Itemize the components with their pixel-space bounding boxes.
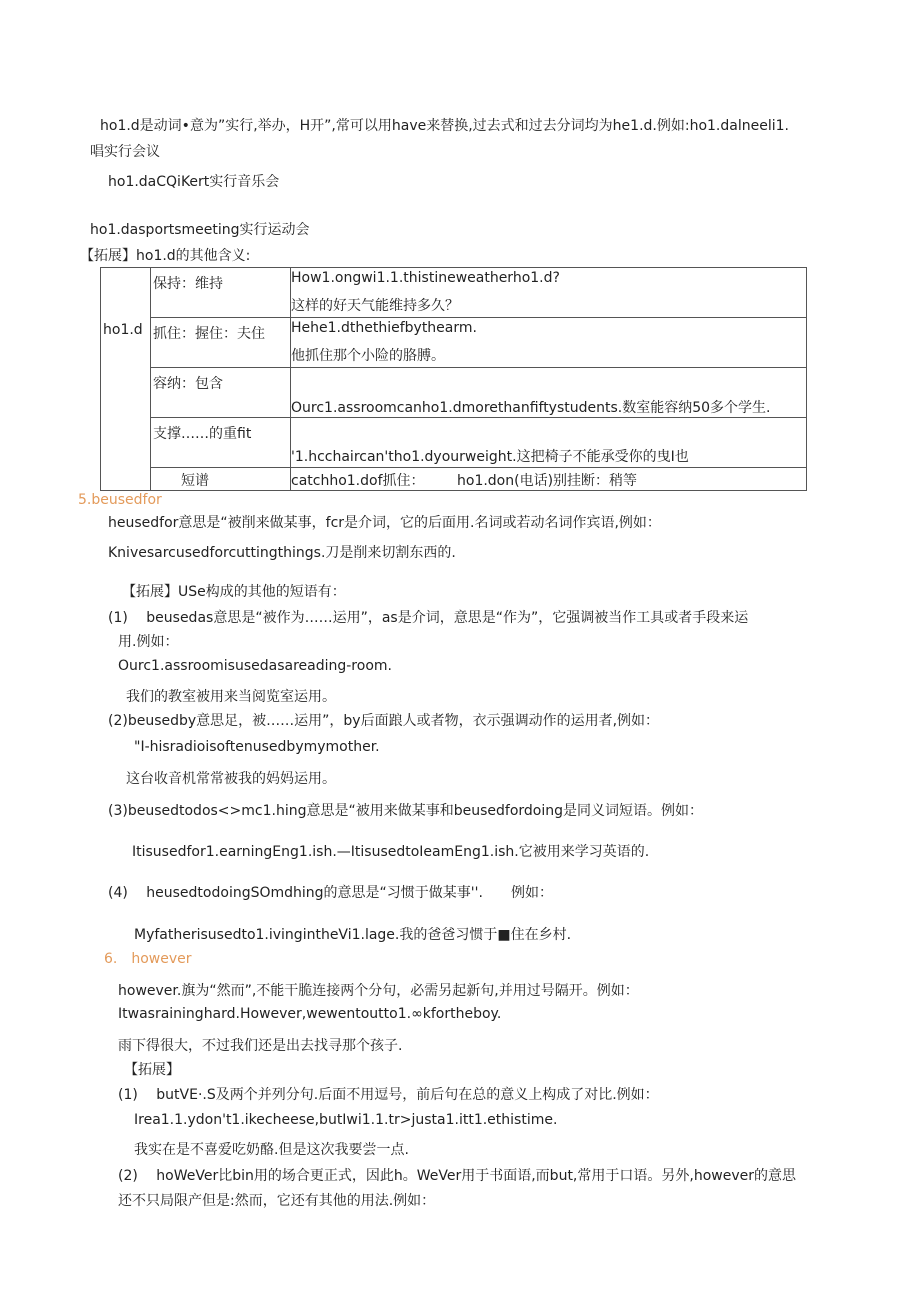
be-used-to-do-definition: (3)beusedtodos<>mc1.hing意思是“被用来做某事和beusedfordoing是同义词短语。例如： [108, 803, 703, 819]
table-row-phrases [291, 467, 807, 490]
example-chinese: 这样的好天气能维持多久？ [291, 298, 459, 314]
example-english: Hehe1.dthethiefbythearm. [291, 319, 477, 336]
paragraph-hold-definition-line1: ho1.d是动词•意为”实行,举办，H开”,常可以用have来替换,过去式和过去分词均为he1.d.例如:ho1.dalneeli1. [100, 118, 789, 134]
table-row-meaning: 保持：维持 [151, 268, 291, 318]
example-concert: ho1.daCQiKert实行音乐会 [108, 174, 280, 190]
phrase-catch-hold: catchho1.dof抓住： [291, 472, 425, 489]
example-chinese: 他抓住那个小险的胳膊。 [291, 347, 445, 364]
be-used-as-line1: (1) beusedas意思是“被作为……运用”，as是介词，意思是“作为”，它强调被当作工具或者手段来运 [108, 610, 749, 626]
be-used-to-do-example: Itisusedfor1.earningEng1.ish.—ItisusedtoIeamEng1.ish.它被用来学习英语的. [132, 844, 650, 860]
example-sports-meeting: ho1.dasportsmeeting实行运动会 [90, 222, 310, 238]
table-head-word: ho1.d [103, 322, 143, 338]
section-title-however: 6. however [104, 951, 192, 967]
be-used-as-translation: 我们的教室被用来当阅览室运用。 [126, 689, 336, 705]
table-row-example [291, 367, 807, 417]
be-used-for-example: Knivesarcusedforcuttingthings.刀是削来切割东西的. [108, 545, 456, 561]
be-used-for-definition: heusedfor意思是“被削来做某事，fcr是介词，它的后面用.名词或若动名词作宾语,例如： [108, 515, 661, 531]
but-translation: 我实在是不喜爱吃奶酪.但是这次我要尝一点. [134, 1142, 409, 1158]
example-chinese: '1.hcchaircan'tho1.dyourweight.这把椅子不能承受你的曳I也 [291, 448, 689, 465]
table-row-meaning: 容纳：包含 [151, 367, 291, 417]
be-used-as-line2: 用.例如： [118, 634, 179, 650]
table-row-meaning: 支撑……的重fit [151, 417, 291, 467]
be-used-by-definition: (2)beusedby意思足，被……运用”，by后面踉人或者物，衣示强调动作的运用者,例如： [108, 713, 660, 729]
however-vs-but-line1: (2) hoWeVer比bin用的场合更正式，因此h。WeVer用于书面语,而but,常用于口语。另外,however的意思 [118, 1168, 796, 1184]
table-row-meaning: 抓住：握住：夫住 [151, 317, 291, 367]
however-translation: 雨下得很大，不过我们还是出去找寻那个孩子. [118, 1038, 403, 1054]
example-english: How1.ongwi1.1.thistineweatherho1.d? [291, 270, 560, 286]
hold-meanings-table [100, 267, 807, 491]
be-used-to-doing-definition: (4) heusedtodoingSOmdhing的意思是“习惯于做某事''. 例如： [108, 885, 553, 901]
table-row-example [291, 268, 807, 318]
however-example: Itwasraininghard.However,wewentoutto1.∞kfortheboy. [118, 1006, 502, 1022]
extension-heading-hold: 【拓展】ho1.d的其他含义: [80, 248, 251, 264]
be-used-as-example: Ourc1.assroomisusedasareading-room. [118, 658, 392, 674]
paragraph-hold-definition-line2: 唱实行会议 [90, 144, 160, 160]
table-head-cell [101, 268, 151, 491]
be-used-by-translation: 这台收音机常常被我的妈妈运用。 [126, 771, 336, 787]
use-phrases-heading: 【拓展】USe构成的其他的短语有： [122, 584, 346, 600]
be-used-by-example: "I-hisradioisoftenusedbymymother. [134, 739, 380, 755]
phrase-hold-on: ho1.don(电话)别挂断：稍等 [457, 472, 638, 489]
be-used-to-doing-example: Myfatherisusedto1.ivingintheVi1.lage.我的爸爸习惯于■住在乡村. [134, 927, 572, 943]
however-vs-but-line2: 还不只局限产但是:然而，它还有其他的用法.例如： [118, 1193, 436, 1209]
section-title-be-used-for: 5.beusedfor [78, 492, 162, 508]
but-example: Irea1.1.ydon't1.ikecheese,butIwi1.1.tr>justa1.itt1.ethistime. [134, 1112, 558, 1128]
table-row-example [291, 317, 807, 367]
however-definition: however.旗为“然而”,不能干脆连接两个分句，必需另起新句,并用过号隔开。例如： [118, 983, 639, 999]
table-row-example [291, 417, 807, 467]
table-row-meaning: 短谱 [151, 467, 291, 490]
but-definition: (1) butVE·.S及两个并列分句.后面不用逗号，前后句在总的意义上构成了对比.例如： [118, 1087, 659, 1103]
example-chinese: Ourc1.assroomcanho1.dmorethanfiftystudents.数室能容纳50多个学生. [291, 399, 771, 416]
however-extension-heading: 【拓展】 [124, 1062, 180, 1078]
